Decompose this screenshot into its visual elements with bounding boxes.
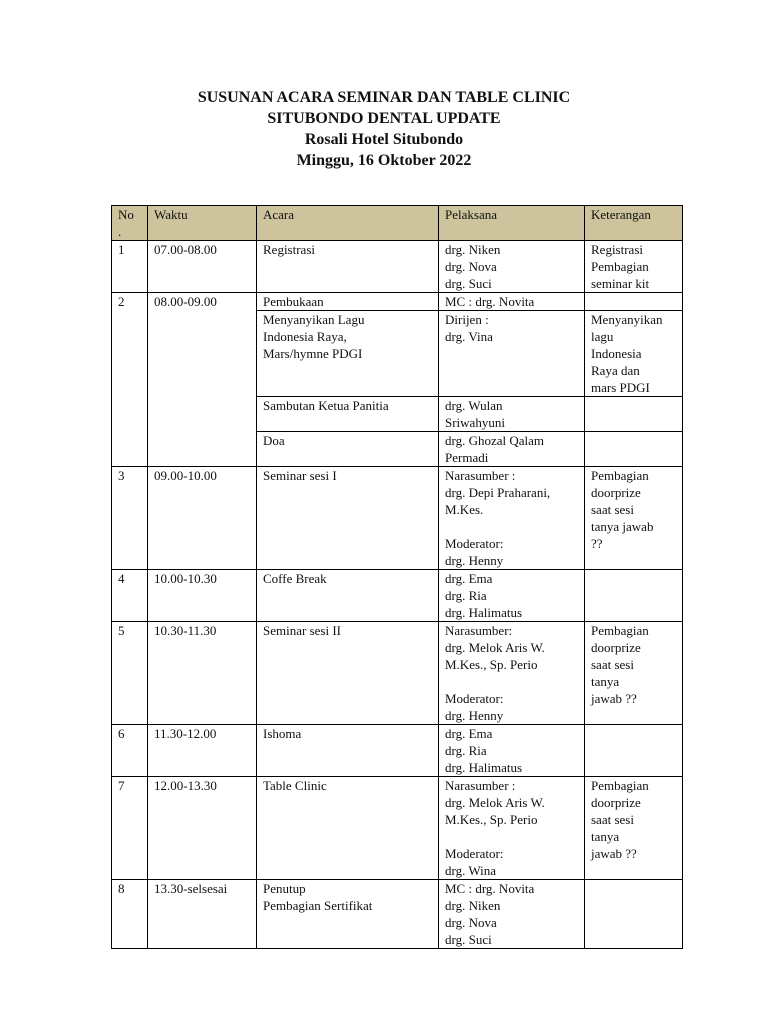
cell-waktu: 08.00-09.00: [148, 293, 257, 467]
cell-waktu: 10.30-11.30: [148, 622, 257, 725]
cell-pelaksana: Narasumber: drg. Melok Aris W. M.Kes., Sp. Perio Moderator: drg. Henny: [439, 622, 585, 725]
cell-acara: Registrasi: [257, 241, 439, 293]
title-line-2: SITUBONDO DENTAL UPDATE: [267, 110, 501, 127]
cell-pelaksana: drg. Ema drg. Ria drg. Halimatus: [439, 570, 585, 622]
cell-keterangan: Registrasi Pembagian seminar kit: [585, 241, 683, 293]
cell-keterangan: [585, 725, 683, 777]
header-pelaksana: Pelaksana: [439, 206, 585, 241]
cell-pelaksana: Narasumber : drg. Melok Aris W. M.Kes., Sp. Perio Moderator: drg. Wina: [439, 777, 585, 880]
table-row: [112, 777, 683, 880]
table-header-row: [112, 206, 683, 241]
cell-no: 3: [112, 467, 148, 570]
cell-keterangan: Menyanyikan lagu Indonesia Raya dan mars PDGI: [585, 311, 683, 397]
cell-pelaksana: drg. Ema drg. Ria drg. Halimatus: [439, 725, 585, 777]
table-row: [112, 880, 683, 949]
cell-no: 7: [112, 777, 148, 880]
table-row: [112, 622, 683, 725]
cell-acara: Doa: [257, 432, 439, 467]
cell-keterangan: Pembagian doorprize saat sesi tanya jawab ??: [585, 622, 683, 725]
cell-pelaksana: Narasumber : drg. Depi Praharani, M.Kes. Moderator: drg. Henny: [439, 467, 585, 570]
cell-acara: Seminar sesi II: [257, 622, 439, 725]
cell-acara: Menyanyikan Lagu Indonesia Raya, Mars/hymne PDGI: [257, 311, 439, 397]
document-title-block: [0, 87, 768, 171]
cell-acara: Coffe Break: [257, 570, 439, 622]
cell-pelaksana: drg. Wulan Sriwahyuni: [439, 397, 585, 432]
schedule-table: [111, 205, 683, 949]
cell-keterangan: [585, 432, 683, 467]
cell-keterangan: [585, 570, 683, 622]
header-waktu: Waktu: [148, 206, 257, 241]
cell-waktu: 11.30-12.00: [148, 725, 257, 777]
cell-no: 1: [112, 241, 148, 293]
cell-waktu: 10.00-10.30: [148, 570, 257, 622]
cell-no: 4: [112, 570, 148, 622]
cell-waktu: 12.00-13.30: [148, 777, 257, 880]
cell-keterangan: [585, 293, 683, 311]
cell-pelaksana: MC : drg. Novita: [439, 293, 585, 311]
cell-keterangan: Pembagian doorprize saat sesi tanya jawab ??: [585, 467, 683, 570]
cell-no: 5: [112, 622, 148, 725]
table-row: [112, 570, 683, 622]
title-line-1: SUSUNAN ACARA SEMINAR DAN TABLE CLINIC: [197, 89, 571, 106]
table-row: [112, 467, 683, 570]
cell-keterangan: [585, 880, 683, 949]
cell-keterangan: [585, 397, 683, 432]
cell-acara: Sambutan Ketua Panitia: [257, 397, 439, 432]
cell-acara: Pembukaan: [257, 293, 439, 311]
cell-pelaksana: drg. Niken drg. Nova drg. Suci: [439, 241, 585, 293]
cell-acara: Table Clinic: [257, 777, 439, 880]
cell-no: 2: [112, 293, 148, 467]
cell-no: 6: [112, 725, 148, 777]
table-row: [112, 293, 683, 311]
cell-no: 8: [112, 880, 148, 949]
table-row: [112, 241, 683, 293]
cell-pelaksana: drg. Ghozal Qalam Permadi: [439, 432, 585, 467]
cell-pelaksana: MC : drg. Novita drg. Niken drg. Nova drg. Suci: [439, 880, 585, 949]
header-no: No .: [112, 206, 148, 241]
cell-pelaksana: Dirijen : drg. Vina: [439, 311, 585, 397]
cell-acara: Seminar sesi I: [257, 467, 439, 570]
table-row: [112, 725, 683, 777]
cell-waktu: 13.30-selsesai: [148, 880, 257, 949]
cell-acara: Ishoma: [257, 725, 439, 777]
title-line-4: Minggu, 16 Oktober 2022: [296, 152, 472, 169]
header-acara: Acara: [257, 206, 439, 241]
cell-acara: Penutup Pembagian Sertifikat: [257, 880, 439, 949]
cell-waktu: 07.00-08.00: [148, 241, 257, 293]
header-keterangan: Keterangan: [585, 206, 683, 241]
title-line-3: Rosali Hotel Situbondo: [304, 131, 464, 148]
cell-keterangan: Pembagian doorprize saat sesi tanya jawab ??: [585, 777, 683, 880]
cell-waktu: 09.00-10.00: [148, 467, 257, 570]
